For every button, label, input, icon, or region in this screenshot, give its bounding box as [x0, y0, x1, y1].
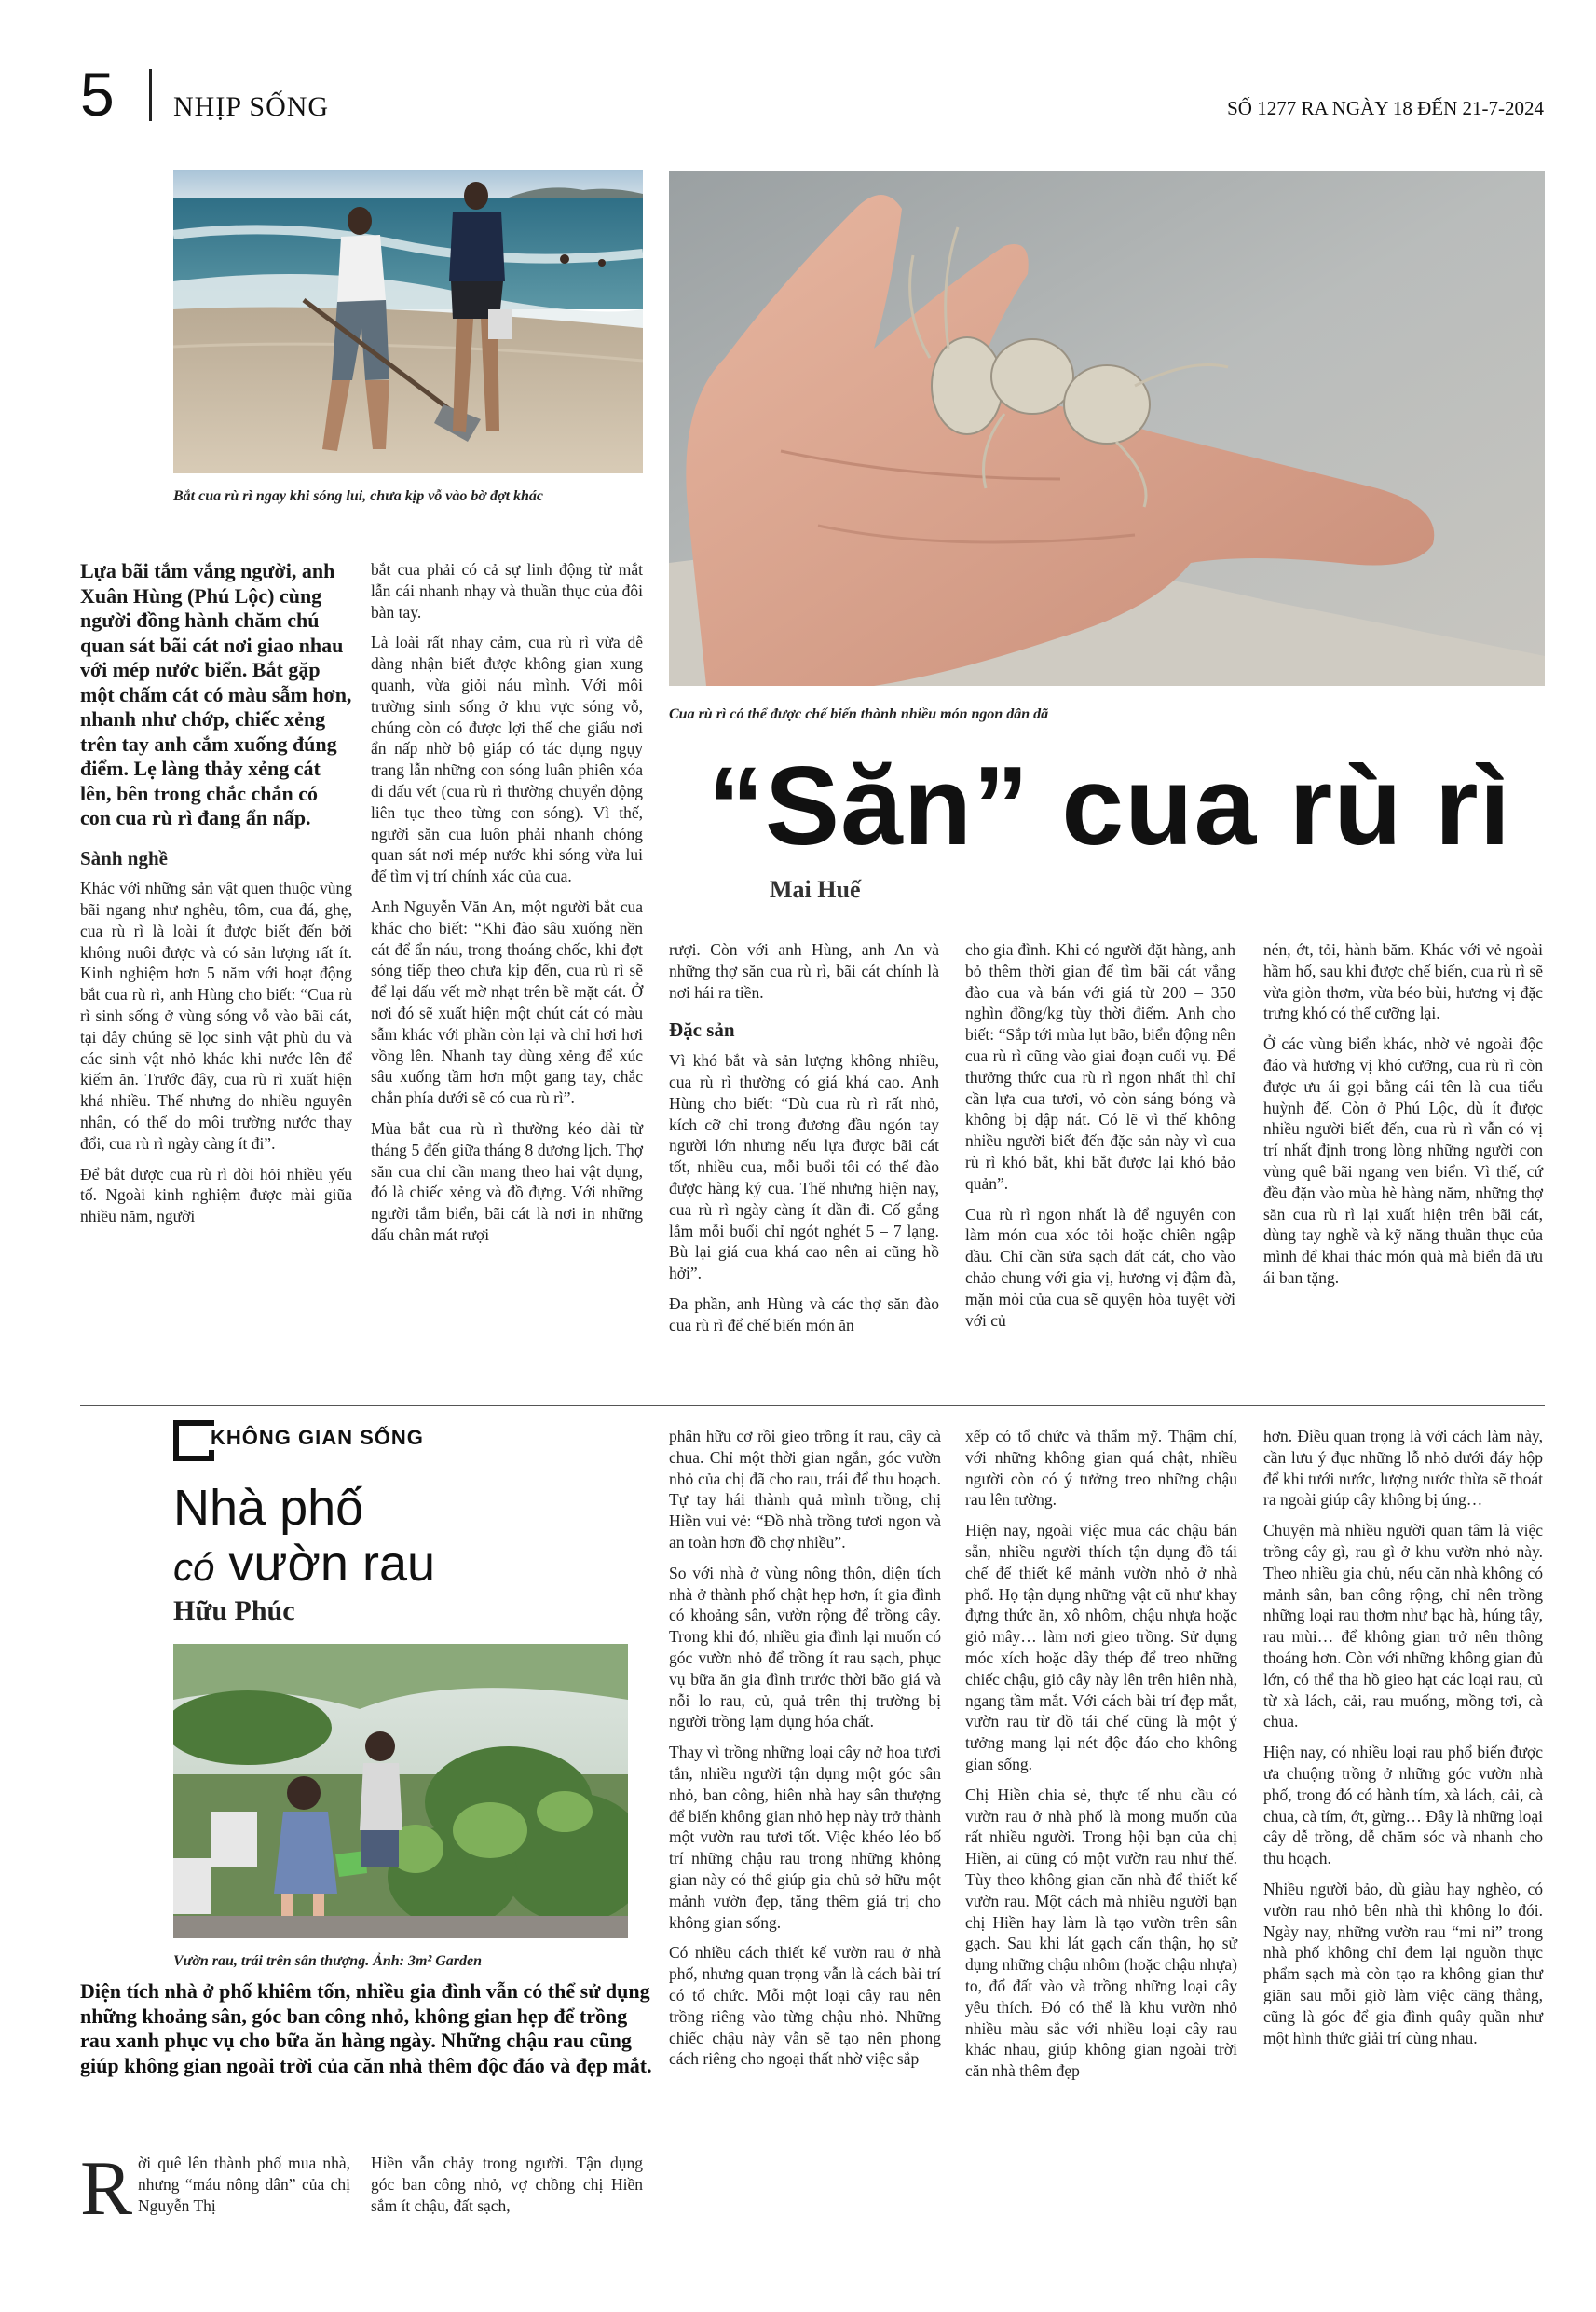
article2-column-5 — [1263, 1426, 1543, 2058]
paragraph: Thay vì trồng những loại cây nở hoa tươi tắn, nhiều người tận dụng một góc sân nhỏ, ban công, hiên nhà hay sân thượng để biến không gian nhỏ hẹp này trở thành một vườn rau tươi tốt. Việc khéo léo bố trí những chậu rau trong những không gian này có thể giúp gia chủ sở hữu một mảnh vườn đẹp, tăng thêm giá trị cho không gian sống. — [669, 1743, 941, 1932]
paragraph: Hiện nay, có nhiều loại rau phổ biến được ưa chuộng trồng ở những góc vườn nhà phố, trong đó có hành tím, xà lách, cải, cà chua, cà tím, ớt, gừng… Đây là những loại cây dễ trồng, dễ chăm sóc và nhanh cho thu hoạch. — [1263, 1743, 1543, 1868]
paragraph: So với nhà ở vùng nông thôn, diện tích nhà ở thành phố chật hẹp hơn, ít gia đình có khoảng sân, vườn rộng để trồng cây. Trong khi đó, nhiều gia đình lại muốn có góc vườn nhỏ để trồng ít rau sạch, phục vụ bữa ăn gia đình trước thời bão giá và nỗi lo rau, củ, quả trên thị trường bị người trồng lạm dụng hóa chất. — [669, 1563, 941, 1731]
article2-lead: Diện tích nhà ở phố khiêm tốn, nhiều gia đình vẫn có thể sử dụng những khoảng sân, góc ban công nhỏ, không gian hẹp để trồng rau xanh phục vụ cho bữa ăn hàng ngày. Những chậu rau cũng giúp không gian ngoài trời của căn nhà thêm độc đáo và đẹp mắt. — [80, 1979, 652, 2077]
section-divider — [80, 1405, 1545, 1406]
article1-column-3 — [669, 939, 939, 1346]
issue-info: SỐ 1277 RA NGÀY 18 ĐẾN 21-7-2024 — [1227, 97, 1544, 119]
article1-column-1 — [80, 559, 352, 1237]
article2-title-line2 — [173, 1536, 435, 1595]
paragraph: cho gia đình. Khi có người đặt hàng, anh bỏ thêm thời gian để tìm bãi cát vắng đào cua và bán với giá từ 200 – 350 nghìn đồng/kg tùy thời điểm. Anh cho biết: “Sắp tới mùa lụt bão, biển động nên cua rù rì cũng vào giai đoạn cuối vụ. Để thưởng thức cua rù rì ngon nhất thì chỉ cần lựa cua tươi, vỏ còn sáng bóng và không bị dập nát. Có lẽ vì thế không nhiều người biết đến đặc sản này vì cua rù rì khó bắt, khi bắt được lại khó bảo quản”. — [965, 940, 1235, 1193]
article1-column-5 — [1263, 939, 1543, 1298]
paragraph: Để bắt được cua rù rì đòi hỏi nhiều yếu tố. Ngoài kinh nghiệm được mài giũa nhiều năm, người — [80, 1164, 352, 1226]
section-title: NHỊP SỐNG — [173, 91, 330, 122]
paragraph: rượi. Còn với anh Hùng, anh An và những thợ săn cua rù rì, bãi cát chính là nơi hái ra tiền. — [669, 940, 939, 1002]
paragraph: Cua rù rì ngon nhất là để nguyên con làm món cua xóc tỏi hoặc chiên ngập dầu. Chỉ cần sửa sạch đất cát, cho vào chảo chung với gia vị, hương vị đậm đà, mặn mòi của cua sẽ quyện hòa tuyệt vời với củ — [965, 1204, 1235, 1330]
paragraph: Ở các vùng biển khác, nhờ vẻ ngoài độc đáo và hương vị khó cưỡng, cua rù rì còn được ưu ái gọi bằng cái tên là cua tiểu huỳnh đế. Còn ở Phú Lộc, dù ít được nhiều người biết đến, cua rù rì vẫn có vị trí nhất định trong lòng những người con vùng quê bãi ngang ven biển. Vì thế, cứ đều đặn vào mùa hè hàng năm, những thợ săn cua rù rì lại xuất hiện trên bãi cát, dùng tay nghề và kỹ năng thuần thục của mình để khai thác món quà mà biển đã ưu ái ban tặng. — [1263, 1034, 1543, 1287]
garden-photo — [173, 1644, 628, 1938]
article1-lead: Lựa bãi tắm vắng người, anh Xuân Hùng (Phú Lộc) cùng người đồng hành chăm chú quan sát bãi cát nơi giao nhau với mép nước biển. Bắt gặp một chấm cát có màu sẫm hơn, nhanh như chớp, chiếc xẻng trên tay anh cắm xuống đúng điểm. Lẹ làng thảy xẻng cát lên, bên trong chắc chắn có con cua rù rì đang ẩn nấp. — [80, 559, 352, 829]
article2-byline: Hữu Phúc — [173, 1595, 295, 1626]
paragraph: bắt cua phải có cả sự linh động từ mắt lẫn cái nhanh nhạy và thuần thục của đôi bàn tay. — [371, 560, 643, 622]
crab-hand-photo — [669, 171, 1545, 686]
paragraph — [80, 2145, 350, 2232]
article1-column-4 — [965, 939, 1235, 1340]
paragraph: Đa phần, anh Hùng và các thợ săn đào cua rù rì để chế biến món ăn — [669, 1293, 939, 1334]
title-small-word: có — [173, 1545, 215, 1589]
article2-column-4 — [965, 1426, 1237, 2091]
paragraph: Khác với những sản vật quen thuộc vùng bãi ngang như nghêu, tôm, cua đá, ghẹ, cua rù rì là loài ít được biết đến bởi không nuôi được và có sản lượng rất ít. Kinh nghiệm hơn 5 năm với hoạt động bắt cua rù rì, anh Hùng cho biết: “Cua rù rì sinh sống ở vùng sóng vỗ vào bãi cát, tại đây chúng sẽ lọc sinh vật phù du và các sinh vật nhỏ khác khi nước lên để kiếm ăn. Trước đây, cua rù rì xuất hiện khá nhiều. Thế nhưng do nhiều nguyên nhân, có thể do môi trường nước thay đổi, cua rù rì ngày càng ít đi”. — [80, 879, 352, 1153]
title-word: vườn rau — [228, 1536, 436, 1592]
article2-column-3 — [669, 1426, 941, 2079]
article2-column-2 — [371, 2153, 643, 2225]
paragraph: Vì khó bắt và sản lượng không nhiều, cua rù rì thường có giá khá cao. Anh Hùng cho biết: “Dù cua rù rì rất nhỏ, kích cỡ chỉ trong đương đầu ngón tay người lớn nhưng nếu lựa được bãi cát tốt, nhiều cua, mỗi buổi tôi có thể đào được hàng ký cua. Thế nhưng hiện nay, cua rù rì ngày càng ít dần đi. Cố gắng lắm mỗi buổi chỉ ngót nghét 5 – 7 lạng. Bù lại giá cua khá cao nên ai cũng hồ hởi”. — [669, 1051, 939, 1283]
paragraph: Có nhiều cách thiết kế vườn rau ở nhà phố, nhưng quan trọng vẫn là cách bài trí có tổ chức. Mỗi một loại cây rau nên trồng riêng vào từng chậu nhỏ. Những chiếc chậu này vẫn sẽ tạo nên phong cách riêng cho ngoại thất nhờ việc sắp — [669, 1943, 941, 2069]
crab-photo-caption: Cua rù rì có thể được chế biến thành nhiều món ngon dân dã — [669, 706, 1049, 722]
paragraph: Nhiều người bảo, dù giàu hay nghèo, có vườn rau nhỏ bên nhà thì không lo đói. Ngày nay, những vườn rau “mi ni” trong nhà phố không chỉ đem lại nguồn thực phẩm sạch mà còn tạo ra không gian thư giãn sau mỗi giờ làm việc căng thẳng, cũng là góc để gia đình quây quần như một hình thức giải trí cùng nhau. — [1263, 1879, 1543, 2047]
paragraph: Chuyện mà nhiều người quan tâm là việc trồng cây gì, rau gì ở khu vườn nhỏ này. Theo nhiều gia chủ, nếu căn nhà không có mảnh sân, ban công rộng, chỉ nên trồng những loại rau thơm như bạc hà, húng tây, rau mùi… để không gian trở nên thông thoáng hơn. Còn với những không gian đủ lớn, có thể tha hồ gieo hạt các loại rau, củ từ xà lách, cải, rau muống, mồng tơi, cà chua. — [1263, 1521, 1543, 1731]
garden-photo-caption: Vườn rau, trái trên sân thượng. Ảnh: 3m² Garden — [173, 1953, 483, 1969]
paragraph: hơn. Điều quan trọng là với cách làm này, cần lưu ý đục những lỗ nhỏ dưới đáy hộp để khi tưới nước, lượng nước thừa sẽ thoát ra ngoài giúp cây không bị úng… — [1263, 1427, 1543, 1510]
subhead-dac-san: Đặc sản — [669, 1019, 735, 1042]
paragraph: xếp có tổ chức và thẩm mỹ. Thậm chí, với những không gian quá chật, nhiều người còn có ý tưởng treo những chậu rau lên tường. — [965, 1427, 1237, 1510]
article1-column-2 — [371, 559, 643, 1255]
article2-column-1 — [80, 2145, 350, 2232]
paragraph-text: ời quê lên thành phố mua nhà, nhưng “máu nông dân” của chị Nguyễn Thị — [138, 2154, 350, 2215]
article2-title-line1: Nhà phố — [173, 1480, 364, 1536]
paragraph: Hiền vẫn chảy trong người. Tận dụng góc ban công nhỏ, vợ chồng chị Hiền sắm ít chậu, đất sạch, — [371, 2154, 643, 2215]
beach-photo-caption: Bắt cua rù rì ngay khi sóng lui, chưa kịp vỗ vào bờ đợt khác — [173, 488, 544, 504]
paragraph: Là loài rất nhạy cảm, cua rù rì vừa dễ dàng nhận biết được không gian xung quanh, vừa giỏi náu mình. Với môi trường sinh sống ở khu vực sóng vỗ, chúng còn có được lợi thế che giấu nơi ẩn nấp nhờ bộ giáp có tác dụng ngụy trang lẫn những con sóng luân phiên xóa đi dấu vết (cua rù rì thường chuyển động liên tục theo từng con sóng). Vì thế, người săn cua luôn phải nhanh chóng quan sát nơi mép nước khi sóng vừa lui để tìm vị trí chính xác của cua. — [371, 633, 643, 886]
paragraph: Hiện nay, ngoài việc mua các chậu bán sẵn, nhiều người thích tận dụng đồ tái chế để thiết kế mảnh vườn nhỏ ở nhà phố. Họ tận dụng những vật cũ như khay đựng thức ăn, xô nhôm, chậu nhựa hoặc giỏ mây… làm nơi gieo trồng. Sử dụng móc xích hoặc dây thép để treo những chiếc chậu, giỏ cây này lên trên hiên nhà, ngang tầm mắt. Với cách bài trí đẹp mắt, vườn rau từ đồ tái chế cũng là một ý tưởng mang lại nét độc đáo cho không gian sống. — [965, 1521, 1237, 1773]
page-number: 5 — [80, 60, 115, 129]
paragraph: Anh Nguyễn Văn An, một người bắt cua khác cho biết: “Khi đào sâu xuống nền cát để ẩn náu, trong thoáng chốc, khi đợt sóng tiếp theo chưa kịp đến, cua rù rì sẽ để lại dấu vết mờ nhạt trên bề mặt cát. Ở nơi đó sẽ xuất hiện một chút cát có màu sẫm khác với phần còn lại và chỉ hơi hơi vồng lên. Nhanh tay dùng xẻng để xúc sâu xuống tầm hơn một gang tay, chắc chắn phía dưới sẽ có cua rù rì”. — [371, 896, 643, 1108]
drop-cap: R — [80, 2145, 133, 2232]
beach-photo — [173, 170, 643, 473]
article-byline: Mai Huế — [770, 876, 861, 903]
subhead-sanh-nghe: Sành nghề — [80, 846, 168, 869]
paragraph: Mùa bắt cua rù rì thường kéo dài từ tháng 5 đến giữa tháng 8 dương lịch. Thợ săn cua chỉ cần mang theo hai vật dụng, đó là chiếc xẻng và đồ đựng. Với những người tắm biển, bãi cát là nơi in những dấu chân mát rượi — [371, 1118, 643, 1244]
header-divider — [149, 69, 152, 121]
paragraph: Chị Hiền chia sẻ, thực tế nhu cầu có vườn rau ở nhà phố là mong muốn của rất nhiều người. Trong hội bạn của chị Hiền, ai cũng có một vườn rau như thế. Tùy theo không gian căn nhà để thiết kế vườn rau. Một cách mà nhiều người bạn chị Hiền hay làm là tạo vườn trên sân gạch. Sau khi lát gạch cẩn thận, họ sử dụng những chậu nhôm (hoặc chậu nhựa) to, đổ đất vào và trồng những loại cây yêu thích. Đó có thể là khu vườn nhỏ nhiều màu sắc với nhiều loại cây rau khác nhau, giúp không gian ngoài trời căn nhà thêm đẹp — [965, 1785, 1237, 2081]
section-label: KHÔNG GIAN SỐNG — [207, 1426, 428, 1450]
paragraph: nén, ớt, tỏi, hành băm. Khác với vẻ ngoài hầm hố, sau khi được chế biến, cua rù rì sẽ vừa giòn thơm, vừa béo bùi, hương vị đặc trưng khó có thể cưỡng lại. — [1263, 940, 1543, 1023]
article-title: “Săn” cua rù rì — [708, 744, 1511, 869]
paragraph: phân hữu cơ rồi gieo trồng ít rau, cây cà chua. Chỉ một thời gian ngắn, góc vườn nhỏ của chị đã cho rau, trái để thu hoạch. Tự tay hái thành quả mình trồng, chị Hiền vui vẻ: “Đồ nhà trồng tươi ngon và an toàn hơn đồ chợ nhiều”. — [669, 1427, 941, 1552]
